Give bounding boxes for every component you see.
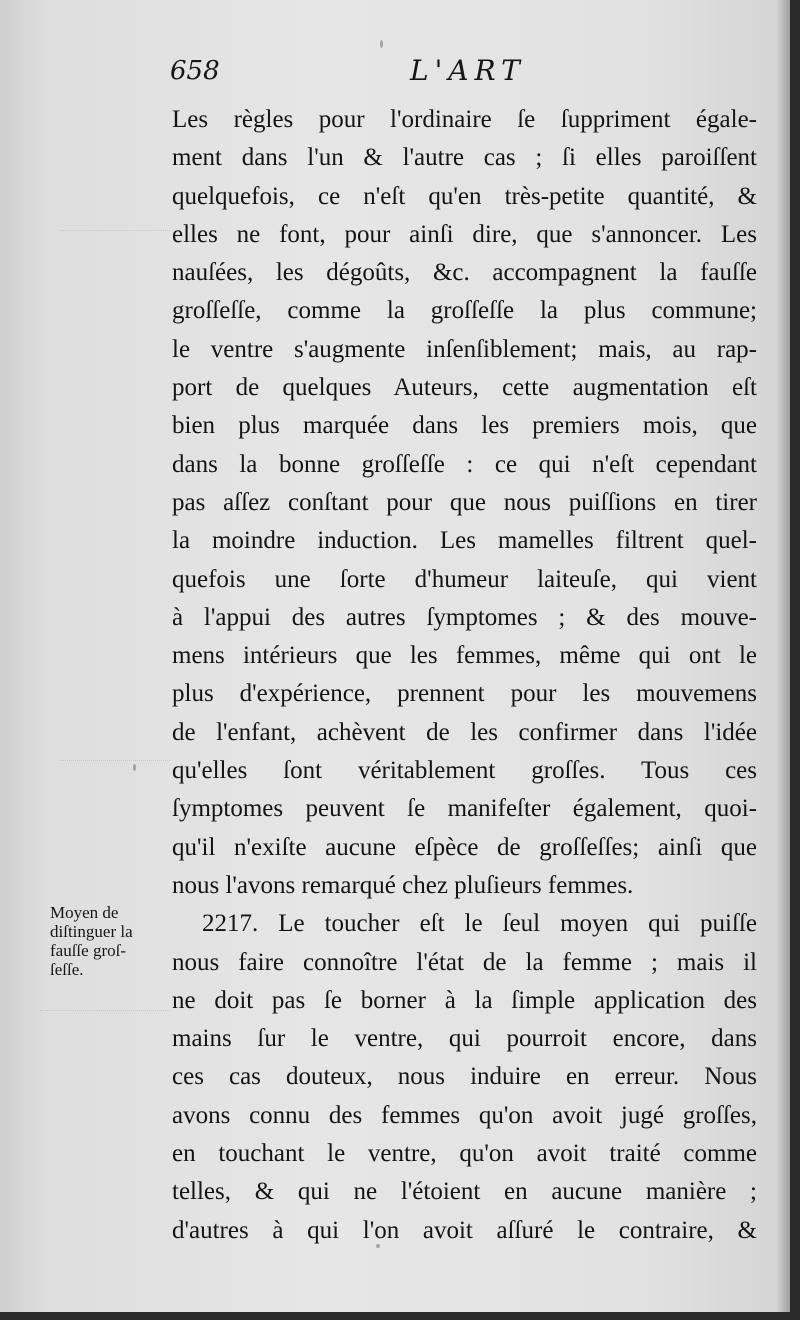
text-line: mains ſur le ventre, qui pourroit encore, dans	[172, 1025, 757, 1053]
text-line: la moindre induction. Les mamelles filtrent quel-	[172, 527, 757, 555]
marginal-note-line: Moyen de	[50, 903, 119, 922]
text-line: nous l'avons remarqué chez pluſieurs femmes.	[172, 871, 634, 899]
text-line: avons connu des femmes qu'on avoit jugé groſſes,	[172, 1101, 757, 1129]
text-line: d'autres à qui l'on avoit aſſuré le contraire, &	[172, 1216, 757, 1244]
text-line: qu'elles ſont véritablement groſſes. Tous ces	[172, 757, 757, 785]
text-line: ne doit pas ſe borner à la ſimple application des	[172, 986, 757, 1014]
text-line: de l'enfant, achèvent de les confirmer dans l'idée	[172, 718, 757, 746]
show-through-texture	[60, 760, 170, 851]
text-line: groſſeſſe, comme la groſſeſſe la plus commune;	[172, 297, 757, 325]
marginal-note-line: ſeſſe.	[50, 960, 84, 979]
show-through-texture	[40, 1010, 170, 1111]
marginal-note	[50, 903, 170, 979]
text-line: en touchant le ventre, qu'on avoit traité comme	[172, 1140, 757, 1168]
page-edge-shadow	[776, 0, 790, 1312]
text-line: 2217. Le toucher eſt le ſeul moyen qui puiſſe	[202, 910, 757, 938]
text-line: mens intérieurs que les femmes, même qui ont le	[172, 642, 757, 670]
text-line: nous faire connoître l'état de la femme ; mais il	[172, 948, 757, 976]
text-line: pas aſſez conſtant pour que nous puiſſions en tirer	[172, 488, 757, 516]
body-text	[172, 101, 757, 1250]
text-line: plus d'expérience, prennent pour les mouvemens	[172, 680, 757, 708]
text-line: ſymptomes peuvent ſe manifeſter également, quoi-	[172, 795, 757, 823]
speck	[133, 764, 136, 771]
text-line: Les règles pour l'ordinaire ſe ſuppriment égale-	[172, 106, 757, 133]
text-line: qu'il n'exiſte aucune eſpèce de groſſeſſes; ainſi que	[172, 833, 757, 861]
speck	[380, 40, 383, 48]
text-line: ces cas douteux, nous induire en erreur. Nous	[172, 1063, 757, 1091]
text-line: telles, & qui ne l'étoient en aucune manière ;	[172, 1178, 757, 1206]
text-line: ment dans l'un & l'autre cas ; ſi elles paroiſſent	[172, 144, 757, 172]
text-line: port de quelques Auteurs, cette augmentation eſt	[172, 374, 757, 402]
page-header	[170, 52, 760, 92]
text-line: le ventre s'augmente inſenſiblement; mais, au rap-	[172, 335, 757, 363]
text-line: elles ne font, pour ainſi dire, que s'annoncer. Les	[172, 220, 757, 248]
show-through-texture	[60, 230, 170, 291]
text-line: quefois une ſorte d'humeur laiteuſe, qui vient	[172, 565, 757, 593]
marginal-note-line: diſtinguer la	[50, 922, 133, 941]
text-line: nauſées, les dégoûts, &c. accompagnent la fauſſe	[172, 259, 757, 287]
text-line: quelquefois, ce n'eſt qu'en très-petite quantité, &	[172, 182, 757, 210]
text-line: dans la bonne groſſeſſe : ce qui n'eſt cependant	[172, 450, 757, 478]
running-title: L'ART	[410, 54, 526, 87]
page-number: 658	[170, 56, 220, 86]
text-line: à l'appui des autres ſymptomes ; & des mouve-	[172, 603, 757, 631]
marginal-note-line: fauſſe groſ-	[50, 941, 126, 960]
text-line: bien plus marquée dans les premiers mois, que	[172, 412, 757, 440]
